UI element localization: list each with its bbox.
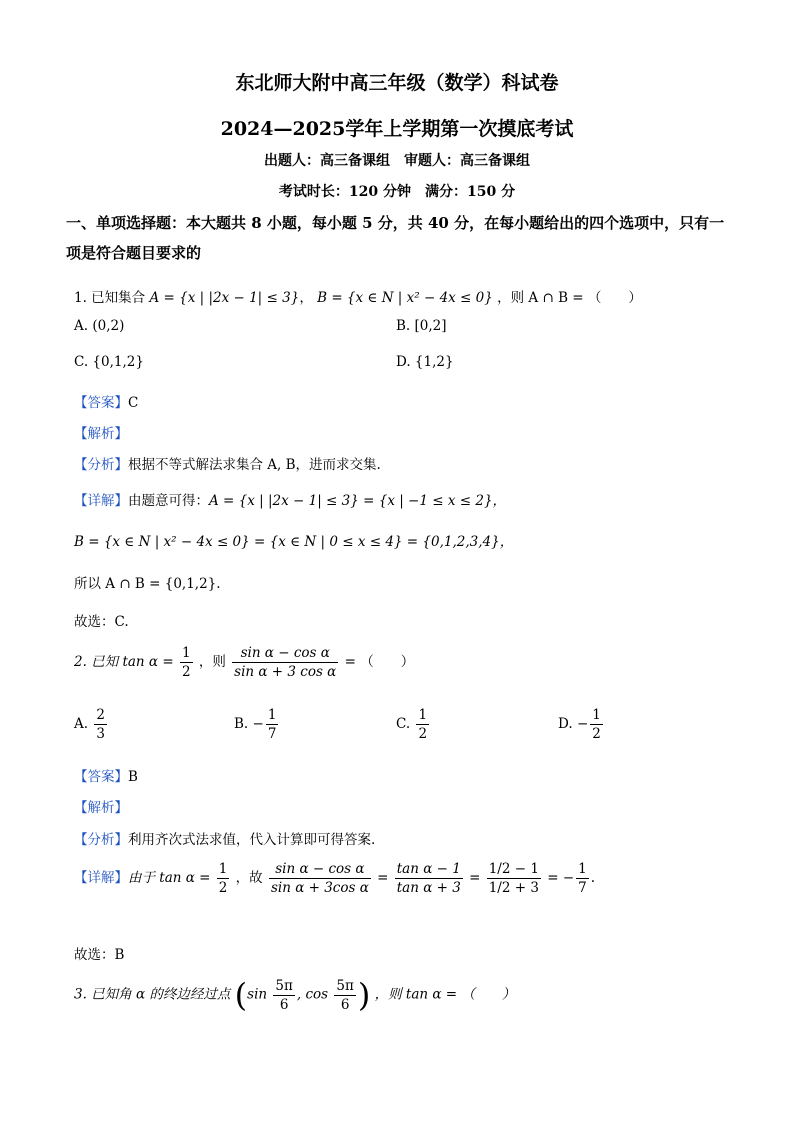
q3-num2: 5π xyxy=(336,977,354,994)
q1-analysis-label: 【解析】 xyxy=(74,426,128,442)
q2-tan-fraction xyxy=(180,644,193,681)
q3-right-paren: ) xyxy=(357,976,371,1014)
q1-option-a: A. (0,2) xyxy=(74,318,125,334)
q2-detail-tan-num: 1 xyxy=(218,861,228,877)
q1-detail-expr1: A = {x | |2x − 1| ≤ 3} = {x | −1 ≤ x ≤ 2}， xyxy=(209,493,507,509)
q2-tan-den: 2 xyxy=(181,664,191,680)
q2-answer-value: B xyxy=(128,769,138,785)
q2-detail-result-fraction xyxy=(576,860,589,897)
q2-option-b xyxy=(234,706,280,743)
q2-option-d-label: D. xyxy=(558,716,573,732)
q2-d-num2: tan α − 1 xyxy=(396,861,461,877)
exam-authors: 出题人：高三备课组 审题人：高三备课组 xyxy=(264,153,530,169)
q3-frac2 xyxy=(334,977,355,1014)
q2-option-d-sign: − xyxy=(576,716,589,732)
q3-left-paren: ( xyxy=(234,976,248,1014)
question-1-stem xyxy=(74,286,642,306)
q3-prefix: 3. 已知角 α 的终边经过点 xyxy=(74,986,231,1003)
detail-label: 【详解】 xyxy=(74,493,128,509)
q2-d-num3: 1/2 − 1 xyxy=(488,861,539,877)
q3-den2: 6 xyxy=(340,996,350,1013)
q2-detail-tan-fraction xyxy=(217,860,230,897)
exam-subtitle: 2024—2025学年上学期第一次摸底考试 xyxy=(220,118,574,140)
q2-expr-fraction xyxy=(232,644,338,681)
q2-d-den1: sin α + 3cos α xyxy=(270,880,369,896)
q2-d-den2: tan α + 3 xyxy=(396,880,461,896)
q1-option-d: D. {1,2} xyxy=(396,354,454,370)
q2-option-a xyxy=(74,706,109,743)
answer-label: 【答案】 xyxy=(74,769,128,785)
q2-detail-frac2 xyxy=(395,860,463,897)
fenxi-label: 【分析】 xyxy=(74,457,128,473)
q2-d-den: 2 xyxy=(592,726,601,742)
q1-tail: ，则 A ∩ B = （ ） xyxy=(497,290,642,306)
detail-label: 【详解】 xyxy=(74,870,128,886)
q1-detail-line2: B = {x ∈ N | x² − 4x ≤ 0} = {x ∈ N | 0 ≤ x ≤ 4} = {0,1,2,3,4}， xyxy=(74,534,514,550)
q3-den1: 6 xyxy=(279,996,289,1013)
q2-detail-result: = − xyxy=(547,870,575,886)
q2-res-den: 7 xyxy=(578,880,587,896)
q2-answer xyxy=(74,765,138,785)
q3-frac1 xyxy=(273,977,294,1014)
q2-choose: 故选：B xyxy=(74,947,125,963)
answer-label: 【答案】 xyxy=(74,395,128,411)
q2-tan-num: 1 xyxy=(181,645,191,661)
q2-option-d xyxy=(558,706,605,743)
q3-num1: 5π xyxy=(275,977,293,994)
q1-detail-prefix: 由题意可得： xyxy=(128,493,209,509)
exam-title: 东北师大附中高三年级（数学）科试卷 xyxy=(235,72,559,94)
q2-detail-frac3 xyxy=(487,860,541,897)
q1-option-c: C. {0,1,2} xyxy=(74,354,144,370)
q2-option-c-label: C. xyxy=(396,716,411,732)
q2-detail-prefix: 由于 tan α = xyxy=(128,870,211,886)
q1-detail-line1 xyxy=(74,489,506,509)
q2-detail-tan-den: 2 xyxy=(218,880,228,896)
q1-answer xyxy=(74,391,138,411)
q2-d-num1: sin α − cos α xyxy=(269,860,371,879)
q2-option-a-label: A. xyxy=(74,716,89,732)
q2-detail-dot: . xyxy=(590,870,596,886)
question-2-stem xyxy=(74,644,414,681)
q1-fenxi xyxy=(74,453,381,473)
q2-mid: ，则 xyxy=(198,654,226,670)
q2-c-den: 2 xyxy=(418,726,428,742)
q2-analysis-label: 【解析】 xyxy=(74,800,128,816)
q2-res-num: 1 xyxy=(578,861,587,877)
question-3-stem xyxy=(74,976,515,1014)
q2-tail: = （ ） xyxy=(344,654,415,670)
q2-detail xyxy=(74,860,595,897)
exam-info: 考试时长：120 分钟 满分：150 分 xyxy=(278,184,516,200)
q2-detail-gu: ，故 xyxy=(235,870,263,886)
q2-a-den: 3 xyxy=(96,726,105,742)
q2-option-b-fraction xyxy=(266,706,279,743)
q2-d-den3: 1/2 + 3 xyxy=(488,880,539,896)
q3-tail: ，则 tan α = （ ） xyxy=(374,986,516,1003)
q2-option-b-sign: − xyxy=(252,716,264,732)
q2-expr-den: sin α + 3 cos α xyxy=(234,664,337,680)
q1-set-b: B = {x ∈ N | x² − 4x ≤ 0} xyxy=(317,290,493,306)
q2-a-num: 2 xyxy=(96,707,105,723)
q2-fenxi-text: 利用齐次式法求值，代入计算即可得答案. xyxy=(128,832,376,848)
section-heading: 一、单项选择题：本大题共 8 小题，每小题 5 分，共 40 分，在每小题给出的四个选项中，只有一项是符合题目要求的 xyxy=(66,214,725,262)
q1-set-a: A = {x | |2x − 1| ≤ 3} xyxy=(149,290,300,306)
q2-expr-num: sin α − cos α xyxy=(232,644,338,663)
q2-option-c-fraction xyxy=(416,706,429,743)
q1-prefix: 1. 已知集合 xyxy=(74,290,146,306)
q1-detail-line3: 所以 A ∩ B = {0,1,2}. xyxy=(74,576,221,592)
q2-detail-eq1: = xyxy=(377,870,389,886)
q2-prefix: 2. 已知 tan α = xyxy=(74,654,174,670)
fenxi-label: 【分析】 xyxy=(74,832,128,848)
q2-option-a-fraction xyxy=(94,706,107,743)
q2-d-num: 1 xyxy=(592,707,601,723)
q2-b-num: 1 xyxy=(267,707,277,723)
q2-c-num: 1 xyxy=(418,707,428,723)
q1-choose: 故选：C. xyxy=(74,614,129,630)
q2-detail-frac1 xyxy=(269,860,371,897)
q2-detail-eq2: = xyxy=(469,870,481,886)
q2-fenxi xyxy=(74,828,375,848)
q1-answer-value: C xyxy=(128,395,139,411)
q3-sin-label: sin xyxy=(247,986,268,1003)
q3-cos-label: , cos xyxy=(296,986,329,1003)
q2-option-b-label: B. xyxy=(234,716,249,732)
q1-option-b: B. [0,2] xyxy=(396,318,447,334)
q1-comma: ， xyxy=(299,290,313,306)
q2-option-c xyxy=(396,706,431,743)
q1-fenxi-text: 根据不等式解法求集合 A, B，进而求交集. xyxy=(128,457,381,473)
q2-option-d-fraction xyxy=(590,706,603,743)
q2-b-den: 7 xyxy=(267,726,277,742)
